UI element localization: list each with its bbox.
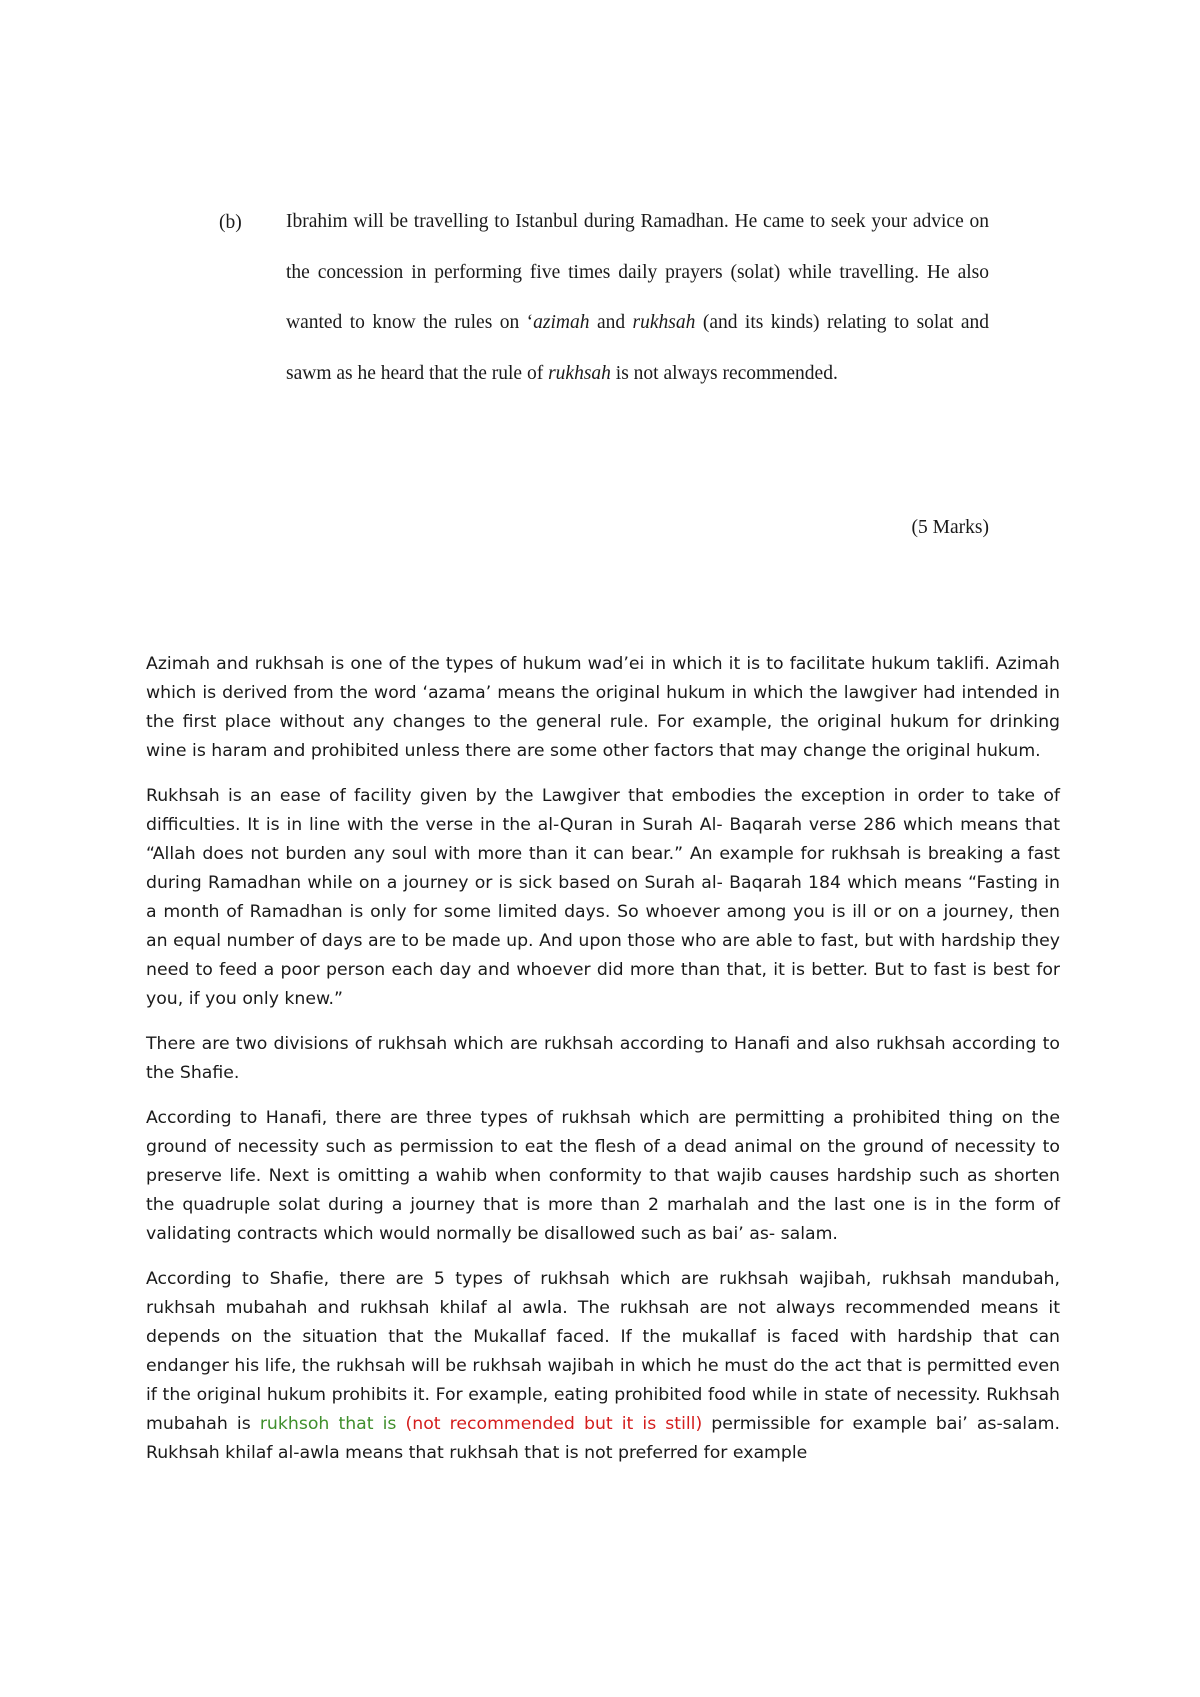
question-label: (b) (219, 212, 242, 233)
answer-paragraph-3: There are two divisions of rukhsah which are rukhsah according to Hanafi and also rukhsah according to the Shafie. (146, 1034, 1060, 1083)
question-text-part: Ibrahim will be travelling to Istanbul during Ramadhan. He came to seek your advice on the concession in performing five times daily prayers (solat) while travelling. He also wanted to know the rules on ‘ (286, 211, 989, 333)
answer-paragraph-4: According to Hanafi, there are three types of rukhsah which are permitting a prohibited thing on the ground of necessity such as permission to eat the flesh of a dead animal on the ground of necessity to preserve life. Next is omitting a wahib when conformity to that wajib causes hardship such as shorten the quadruple solat during a journey that is more than 2 marhalah and the last one is in the form of validating contracts which would normally be disallowed such as bai’ as- salam. (146, 1108, 1060, 1244)
term-azimah: azimah (533, 312, 590, 333)
paragraph-text: According to Shafie, there are 5 types of rukhsah which are rukhsah wajibah, rukhsah mandubah, rukhsah mubahah and rukhsah khilaf al awla. The rukhsah are not always recommended means it depends on the situation that the Mukallaf faced. If the mukallaf is faced with hardship that can endanger his life, the rukhsah will be rukhsah wajibah in which he must do the act that is permitted even if the original hukum prohibits it. For example, eating prohibited food while in state of necessity. Rukhsah mubahah is (146, 1269, 1060, 1434)
question-text-part: is not always recommended. (610, 362, 838, 384)
question-text-part: and (589, 312, 633, 333)
paragraph-text: permissible for example bai’ as-salam. Rukhsah khilaf al-awla means that rukhsah that is not preferred for example (146, 1414, 1060, 1463)
paragraph-text (396, 1414, 405, 1434)
highlight-green: rukhsoh that is (259, 1414, 397, 1434)
question-text-part: (and its kinds) relating to solat and sawm as he heard that the rule of (286, 312, 989, 384)
answer-paragraph-5 (146, 1265, 1060, 1468)
answer-paragraph-2: Rukhsah is an ease of facility given by the Lawgiver that embodies the exception in order to take of difficulties. It is in line with the verse in the al-Quran in Surah Al- Baqarah verse 286 which means that “Allah does not burden any soul with more than it can bear.” An example for rukhsah is breaking a fast during Ramadhan while on a journey or is sick based on Surah al- Baqarah 184 which means “Fasting in a month of Ramadhan is only for some limited days. So whoever among you is ill or on a journey, then an equal number of days are to be made up. And upon those who are able to fast, but with hardship they need to feed a poor person each day and whoever did more than that, it is better. But to fast is best for you, if you only knew.” (146, 786, 1060, 1009)
question-text (286, 197, 989, 399)
highlight-red: (not recommended but it is still) (405, 1414, 703, 1434)
answer-paragraph-1: Azimah and rukhsah is one of the types of hukum wad’ei in which it is to facilitate hukum taklifi. Azimah which is derived from the word ‘azama’ means the original hukum in which the lawgiver had intended in the first place without any changes to the general rule. For example, the original hukum for drinking wine is haram and prohibited unless there are some other factors that may change the original hukum. (146, 654, 1060, 761)
answer-body (146, 650, 1060, 1484)
term-rukhsah: rukhsah (632, 312, 696, 333)
marks-label: (5 Marks) (911, 517, 989, 538)
term-rukhsah: rukhsah (548, 362, 611, 384)
